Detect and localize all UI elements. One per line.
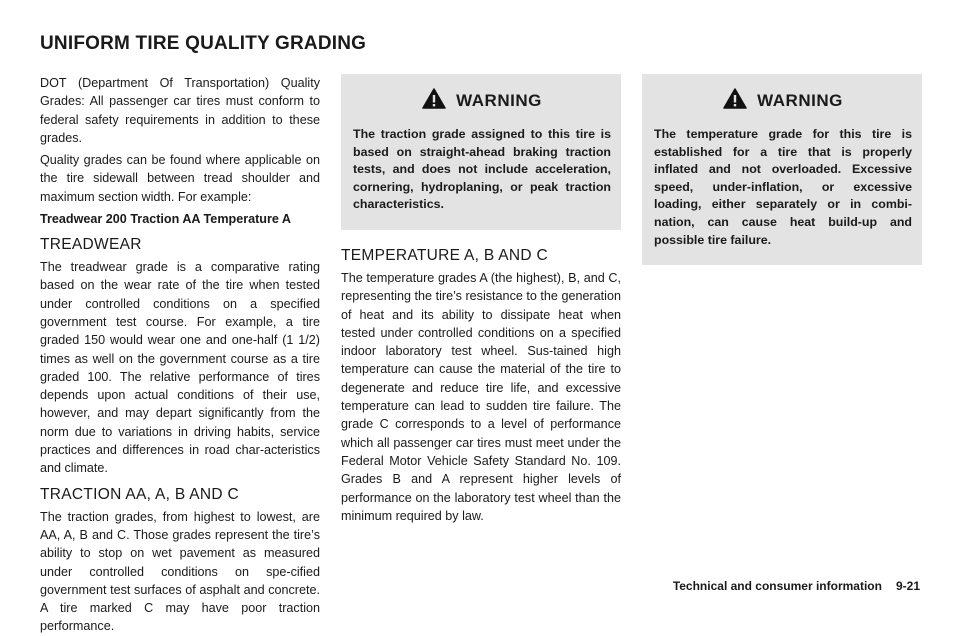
warning-title: WARNING bbox=[757, 91, 843, 110]
intro-paragraph: DOT (Department Of Transportation) Quality Grades: All passenger car tires must conform to federal safety requirements in addition to these grades. bbox=[40, 76, 320, 145]
warning-text: The temperature grade for this tire is established for a tire that is properly inflated and not overloaded. Excessive speed, under-inflation, or excessive loading, either separately or in combi-nation, can cause heat build-up and possible tire failure. bbox=[654, 127, 912, 247]
page-footer bbox=[673, 579, 920, 593]
treadwear-heading: TREADWEAR bbox=[40, 236, 142, 254]
quality-paragraph: Quality grades can be found where applicable on the tire sidewall between tread shoulder and maximum section width. For example: bbox=[40, 153, 320, 204]
footer-section: Technical and consumer information bbox=[672, 579, 882, 593]
traction-paragraph: The traction grades, from highest to lowest, are AA, A, B and C. Those grades represent the tire’s ability to stop on wet pavement as measured under controlled conditions on spe-cified government test surfaces of asphalt and concrete. A tire marked C may have poor traction performance. bbox=[40, 509, 320, 634]
traction-heading: TRACTION AA, A, B AND C bbox=[40, 485, 239, 503]
grade-example: Treadwear 200 Traction AA Temperature A bbox=[40, 212, 292, 227]
column-right bbox=[642, 74, 922, 265]
page-title: UNIFORM TIRE QUALITY GRADING bbox=[40, 33, 367, 54]
warning-header bbox=[353, 88, 611, 114]
column-left bbox=[40, 74, 320, 636]
treadwear-paragraph: The treadwear grade is a comparative rating based on the wear rate of the tire when tested under controlled conditions on a specified government test course. For example, a tire graded 150 would wear one and one-half (1 1/2) times as well on the government course as a tire graded 100. The relative performance of tires depends upon actual conditions of their use, however, and may depart significantly from the norm due to variations in driving habits, service practices and differences in road char-acteristics and climate. bbox=[40, 260, 320, 476]
temperature-warning-box bbox=[642, 74, 922, 265]
temperature-paragraph: The temperature grades A (the highest), B, and C, representing the tire’s resistance to the generation of heat and its ability to dissipate heat when tested under controlled conditions on a specified indoor laboratory test wheel. Sus-tained high temperature can cause the material of the tire to degenerate and reduce tire life, and excessive temperature can lead to sudden tire failure. The grade C corresponds to a level of performance which all passenger car tires must meet under the Federal Motor Vehicle Safety Standard No. 109. Grades B and A represent higher levels of performance on the laboratory test wheel than the minimum required by law. bbox=[341, 270, 621, 523]
warning-text: The traction grade assigned to this tire is based on straight-ahead braking traction tests, and does not include acceleration, cornering, hydroplaning, or peak traction characteristics. bbox=[353, 127, 611, 212]
traction-warning-box bbox=[341, 74, 621, 230]
warning-triangle-icon bbox=[723, 88, 747, 114]
warning-title: WARNING bbox=[456, 91, 542, 110]
footer-page-number: 9-21 bbox=[895, 579, 920, 593]
column-middle bbox=[341, 74, 621, 525]
warning-triangle-icon bbox=[422, 88, 446, 114]
temperature-heading: TEMPERATURE A, B AND C bbox=[341, 246, 548, 264]
warning-header bbox=[654, 88, 912, 114]
